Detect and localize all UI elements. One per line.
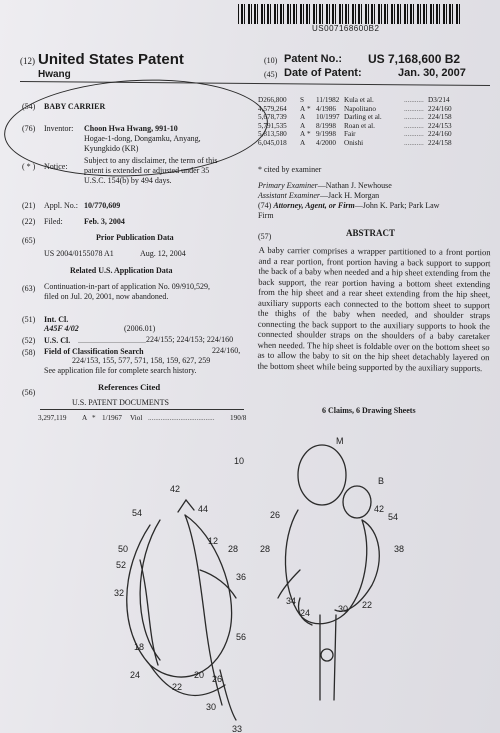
citation-name: Napolitano	[344, 104, 376, 113]
person-figure	[278, 445, 379, 700]
citation-kind: S	[300, 96, 304, 104]
label-26: 26	[212, 674, 223, 684]
citation-class: 224/158	[428, 113, 452, 122]
caretaker-legs	[320, 615, 336, 700]
date-code: (45)	[264, 70, 278, 79]
label-24b: 24	[300, 608, 311, 618]
label-26b: 26	[270, 510, 281, 520]
assistant-examiner-label: Assistant Examiner	[258, 191, 320, 200]
citation-star: *	[307, 104, 311, 113]
citation-class: D3/214	[428, 96, 450, 104]
f51-year: (2006.01)	[124, 324, 156, 333]
label-36: 36	[236, 572, 247, 582]
citation-row	[258, 122, 452, 131]
attorney-label: Attorney, Agent, or Firm	[273, 201, 355, 210]
baby-head	[343, 486, 371, 518]
f21-label: Appl. No.:	[44, 201, 78, 210]
citation-number: D266,800	[258, 96, 287, 104]
citation-row	[258, 96, 452, 105]
assistant-examiner-name: —Jack H. Morgan	[320, 191, 380, 200]
f63-line2: filed on Jul. 20, 2001, now abandoned.	[44, 292, 169, 301]
usdocs-rule	[40, 409, 244, 410]
f58-value1: 224/160,	[212, 346, 241, 355]
citation-date: 4/2000	[316, 138, 336, 147]
patent-no-code: (10)	[264, 56, 278, 65]
citation-row	[258, 130, 452, 139]
f54-code: (54)	[22, 102, 36, 111]
f76-line1: Choon Hwa Hwang, 991-10	[84, 124, 178, 133]
ref-star: *	[92, 414, 96, 422]
citation-number: 4,579,264	[258, 104, 287, 113]
primary-examiner-name: —Nathan J. Newhouse	[317, 181, 392, 190]
f21-value: 10/770,609	[84, 201, 121, 210]
usdocs-heading: U.S. PATENT DOCUMENTS	[72, 398, 169, 407]
cited-by-examiner: * cited by examiner	[258, 165, 322, 174]
label-54: 54	[132, 508, 143, 518]
citation-class: 224/160	[428, 130, 452, 139]
label-54b: 54	[388, 512, 399, 522]
attorney-name: —John K. Park; Park Law	[354, 201, 440, 210]
label-28: 28	[228, 544, 239, 554]
citation-leader: ...........	[404, 96, 424, 104]
caretaker-arm	[278, 570, 300, 598]
label-M: M	[336, 436, 344, 446]
label-12: 12	[208, 536, 219, 546]
label-20: 20	[194, 670, 205, 680]
baby-body	[335, 520, 379, 611]
notice-label: Notice:	[44, 162, 68, 171]
header-title: United States Patent	[38, 51, 184, 68]
citation-number: 5,678,739	[258, 113, 287, 122]
label-22b: 22	[362, 600, 373, 610]
citation-leader: ...........	[404, 138, 424, 147]
f22-code: (22)	[22, 217, 36, 226]
f52-code: (52)	[22, 336, 36, 345]
barcode	[238, 4, 460, 24]
attorney	[258, 201, 439, 211]
ref-class: 190/8	[230, 414, 247, 422]
label-18: 18	[134, 642, 145, 652]
label-B: B	[378, 476, 385, 486]
notice-line1: Subject to any disclaimer, the term of this	[84, 156, 218, 165]
label-30: 30	[206, 702, 217, 712]
f76-line2: Hogae-1-dong, Dongamku, Anyang,	[84, 134, 201, 143]
caretaker-body	[285, 510, 366, 624]
f51-code: (51)	[22, 315, 36, 324]
primary-examiner	[258, 181, 392, 191]
ref-kind: A	[82, 414, 88, 422]
label-38: 38	[394, 544, 405, 554]
f76-label: Inventor:	[44, 124, 74, 133]
citation-date: 10/1997	[316, 113, 340, 122]
f58-code: (58)	[22, 348, 36, 357]
f54-title: BABY CARRIER	[44, 102, 106, 111]
date-label: Date of Patent:	[284, 67, 362, 79]
label-24: 24	[130, 670, 141, 680]
citation-kind: A	[300, 138, 306, 147]
citation-class: 224/153	[428, 121, 452, 130]
citation-name: Roan et al.	[344, 121, 375, 130]
citation-date: 9/1998	[316, 130, 336, 139]
citation-number: 5,813,580	[258, 130, 287, 139]
patent-drawing	[0, 420, 500, 733]
label-32: 32	[114, 588, 125, 598]
label-34: 34	[286, 596, 297, 606]
label-28b: 28	[260, 544, 271, 554]
citation-kind: A	[300, 113, 306, 122]
f56-code: (56)	[22, 388, 36, 397]
ref-number: 3,297,119	[38, 414, 67, 422]
citations-table	[258, 96, 452, 148]
citation-row	[258, 113, 452, 122]
abstract-heading: ABSTRACT	[346, 228, 396, 238]
f65-code: (65)	[22, 236, 36, 245]
barcode-number: US007168600B2	[312, 24, 380, 33]
notice-code: ( * )	[22, 162, 36, 171]
f56-heading: References Cited	[98, 382, 161, 392]
citation-star: *	[307, 130, 311, 139]
carrier-inner-line	[140, 520, 160, 660]
label-50: 50	[118, 544, 129, 554]
f76-line3: Kyungkido (KR)	[84, 144, 139, 153]
label-52: 52	[116, 560, 127, 570]
f65-heading: Prior Publication Data	[96, 233, 174, 242]
citation-class: 224/160	[428, 104, 452, 113]
citation-class: 224/158	[428, 138, 452, 147]
f51-label: Int. Cl.	[44, 315, 69, 324]
carrier-tail-strap	[220, 670, 236, 720]
f52-leader: ..................................	[78, 336, 146, 345]
abstract-text: A baby carrier comprises a wrapper partitioned to a front portion and a rear portion, front portion having a back support to support the back of a baby when needed and a hip sheet extending from the back support, the rear portion having a bottom sheet extending from the hip sheet and a rear sheet extending from the hip sheet, auxiliary supports each connected to the bottom sheet to support the thighs of the baby when needed, and shoulder straps connecting the back support to the auxiliary supports to hook the connected shoulder straps on the shoulders of a baby caretaker when needed. The hip sheet is foldable over on the bottom sheet so as to allow the baby to sit on the hip sheet detachably layered on the bottom sheet while being supported by the auxiliary supports.	[257, 244, 491, 373]
f52-value: 224/155; 224/153; 224/160	[146, 335, 234, 344]
citation-kind: A	[300, 121, 306, 130]
caretaker-head	[298, 445, 346, 505]
f58-value2: 224/153, 155, 577, 571, 158, 159, 627, 259	[72, 356, 211, 365]
citation-leader: ...........	[404, 113, 424, 122]
f22-label: Filed:	[44, 217, 63, 226]
f58-note: See application file for complete search history.	[44, 366, 197, 375]
f21-code: (21)	[22, 201, 36, 210]
abstract-code: (57)	[258, 232, 272, 241]
citation-star	[307, 122, 316, 131]
citation-date: 4/1986	[316, 104, 336, 113]
citation-star	[307, 96, 316, 105]
citation-kind: A	[300, 130, 306, 139]
ref-date: 1/1967	[102, 414, 122, 422]
ref-leader: .....................................	[148, 414, 215, 422]
citation-star	[307, 113, 316, 122]
label-33: 33	[232, 724, 243, 733]
label-10: 10	[234, 456, 245, 466]
label-30b: 30	[338, 604, 349, 614]
patent-no-label: Patent No.:	[284, 53, 343, 65]
citation-name: Fair	[344, 130, 356, 139]
f58-label: Field of Classification Search	[44, 347, 144, 356]
patent-number: US 7,168,600 B2	[368, 52, 461, 66]
f51-class: A45F 4/02	[44, 324, 79, 333]
related-heading: Related U.S. Application Data	[70, 266, 173, 275]
carrier-buckle	[178, 500, 194, 512]
label-22: 22	[172, 682, 183, 692]
f63-code: (63)	[22, 284, 36, 293]
f22-value: Feb. 3, 2004	[84, 217, 125, 226]
citation-row	[258, 139, 452, 148]
citation-name: Kula et al.	[344, 96, 374, 104]
citation-name: Darling et al.	[344, 113, 382, 122]
label-56: 56	[236, 632, 247, 642]
f65-pub: US 2004/0155078 A1	[44, 249, 114, 258]
f65-date: Aug. 12, 2004	[140, 249, 186, 258]
f52-label: U.S. Cl.	[44, 336, 71, 345]
citation-number: 6,045,018	[258, 138, 287, 147]
citation-star	[307, 139, 316, 148]
notice-line2: patent is extended or adjusted under 35	[84, 166, 210, 175]
attorney-name-2: Firm	[258, 211, 274, 220]
f76-code: (76)	[22, 124, 36, 133]
assistant-examiner	[258, 191, 379, 201]
ref-name: Viol	[130, 414, 143, 422]
label-42: 42	[170, 484, 181, 494]
attorney-code: (74)	[258, 201, 272, 210]
header-inventor: Hwang	[38, 69, 71, 80]
figure-labels	[114, 436, 404, 733]
primary-examiner-label: Primary Examiner	[258, 181, 318, 190]
knee-joint	[321, 649, 333, 661]
citation-name: Onishi	[344, 138, 364, 147]
citation-kind: A	[300, 104, 306, 113]
patent-date: Jan. 30, 2007	[398, 67, 466, 79]
f63-line1: Continuation-in-part of application No. 09/910,529,	[44, 282, 210, 291]
citation-date: 11/1982	[316, 96, 340, 104]
citation-number: 5,791,535	[258, 121, 287, 130]
label-42b: 42	[374, 504, 385, 514]
notice-line3: U.S.C. 154(b) by 494 days.	[84, 176, 172, 185]
claims-summary: 6 Claims, 6 Drawing Sheets	[322, 406, 416, 415]
citation-leader: ...........	[404, 130, 424, 139]
label-44: 44	[198, 504, 209, 514]
header-code: (12)	[20, 56, 35, 66]
citation-leader: ...........	[404, 104, 424, 113]
citation-leader: ...........	[404, 121, 424, 130]
citation-date: 8/1998	[316, 121, 336, 130]
citation-row	[258, 105, 452, 114]
